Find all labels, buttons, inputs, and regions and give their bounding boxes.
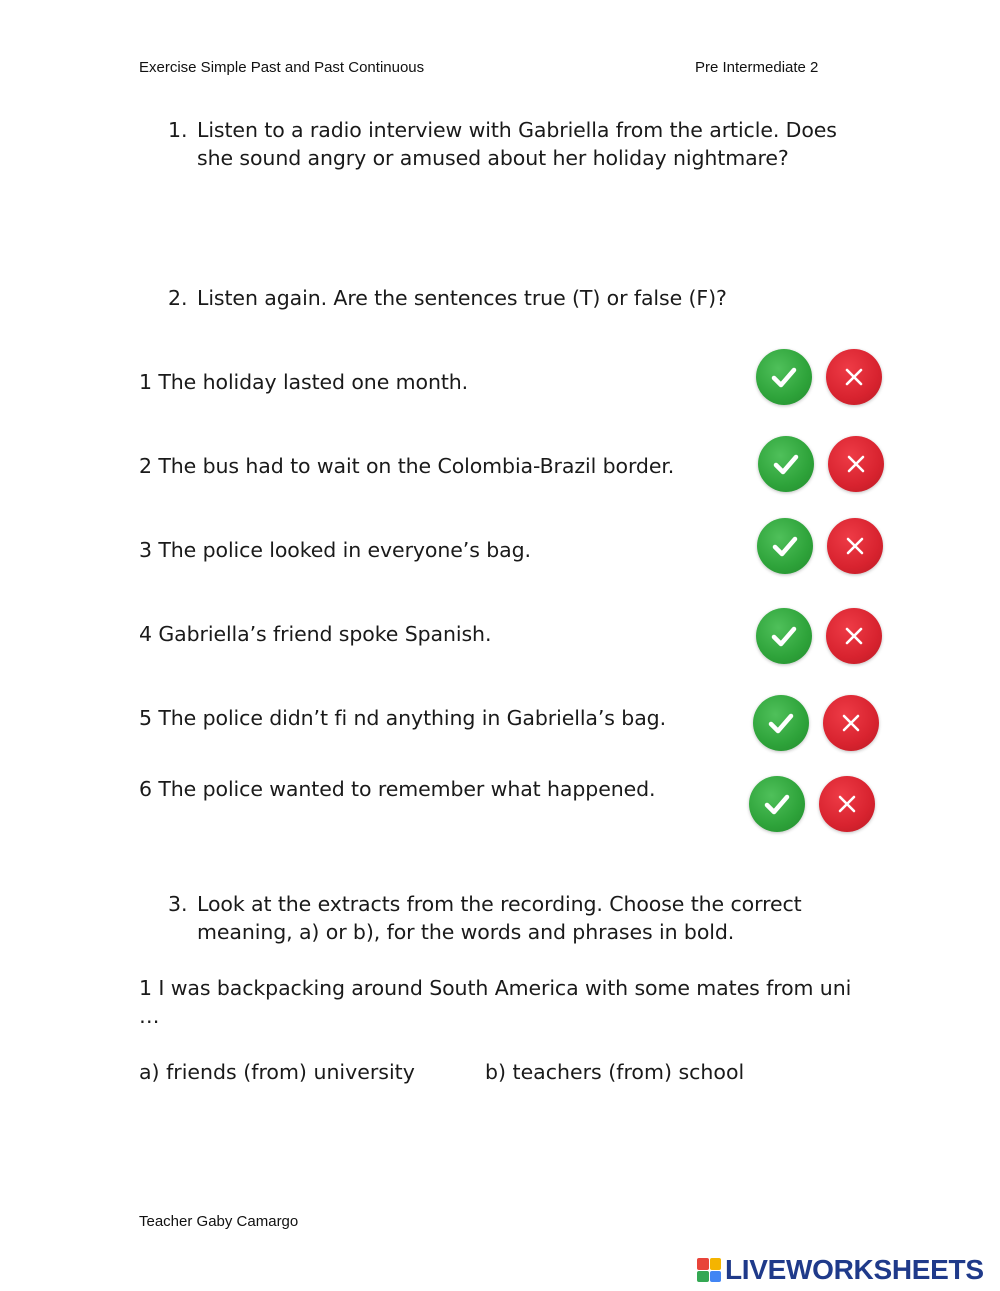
brand-icon bbox=[697, 1258, 721, 1282]
statement-5: 5 The police didn’t fi nd anything in Gabriella’s bag. bbox=[139, 706, 666, 730]
true-button-3[interactable] bbox=[757, 518, 813, 574]
close-icon bbox=[841, 364, 867, 390]
true-button-1[interactable] bbox=[756, 349, 812, 405]
question-number: 1. bbox=[168, 118, 188, 142]
close-icon bbox=[834, 791, 860, 817]
false-button-6[interactable] bbox=[819, 776, 875, 832]
false-button-1[interactable] bbox=[826, 349, 882, 405]
brand-icon-tile bbox=[697, 1271, 709, 1283]
true-button-2[interactable] bbox=[758, 436, 814, 492]
close-icon bbox=[838, 710, 864, 736]
false-button-5[interactable] bbox=[823, 695, 879, 751]
statement-2: 2 The bus had to wait on the Colombia-Brazil border. bbox=[139, 454, 675, 478]
brand-icon-tile bbox=[697, 1258, 709, 1270]
question-3 bbox=[168, 890, 888, 946]
option-a[interactable]: a) friends (from) university bbox=[139, 1060, 415, 1084]
header-title: Exercise Simple Past and Past Continuous bbox=[139, 59, 425, 76]
check-icon bbox=[769, 447, 803, 481]
question-text: Listen again. Are the sentences true (T) or false (F)? bbox=[197, 286, 727, 310]
question-1 bbox=[168, 116, 848, 172]
close-icon bbox=[843, 451, 869, 477]
check-icon bbox=[768, 529, 802, 563]
true-button-6[interactable] bbox=[749, 776, 805, 832]
statement-3: 3 The police looked in everyone’s bag. bbox=[139, 538, 531, 562]
brand-icon-tile bbox=[710, 1271, 722, 1283]
question-number: 2. bbox=[168, 286, 188, 310]
brand-icon-tile bbox=[710, 1258, 722, 1270]
close-icon bbox=[842, 533, 868, 559]
brand-logo bbox=[697, 1254, 984, 1286]
close-icon bbox=[841, 623, 867, 649]
false-button-2[interactable] bbox=[828, 436, 884, 492]
brand-name: LIVEWORKSHEETS bbox=[725, 1254, 984, 1285]
footer-teacher: Teacher Gaby Camargo bbox=[139, 1213, 299, 1230]
check-icon bbox=[764, 706, 798, 740]
statement-1: 1 The holiday lasted one month. bbox=[139, 370, 469, 394]
header-level: Pre Intermediate 2 bbox=[695, 59, 819, 76]
false-button-3[interactable] bbox=[827, 518, 883, 574]
statement-6: 6 The police wanted to remember what happened. bbox=[139, 777, 656, 801]
statement-4: 4 Gabriella’s friend spoke Spanish. bbox=[139, 622, 492, 646]
check-icon bbox=[760, 787, 794, 821]
check-icon bbox=[767, 360, 801, 394]
option-b[interactable]: b) teachers (from) school bbox=[485, 1060, 745, 1084]
question-number: 3. bbox=[168, 892, 188, 916]
extract-1: 1 I was backpacking around South America with some mates from uni … bbox=[139, 976, 852, 1028]
check-icon bbox=[767, 619, 801, 653]
question-text: Listen to a radio interview with Gabriella from the article. Does she sound angry or amused about her holiday nightmare? bbox=[197, 118, 837, 170]
true-button-5[interactable] bbox=[753, 695, 809, 751]
true-button-4[interactable] bbox=[756, 608, 812, 664]
question-2 bbox=[168, 284, 848, 312]
question-text: Look at the extracts from the recording. Choose the correct meaning, a) or b), for the words and phrases in bold. bbox=[197, 892, 802, 944]
false-button-4[interactable] bbox=[826, 608, 882, 664]
